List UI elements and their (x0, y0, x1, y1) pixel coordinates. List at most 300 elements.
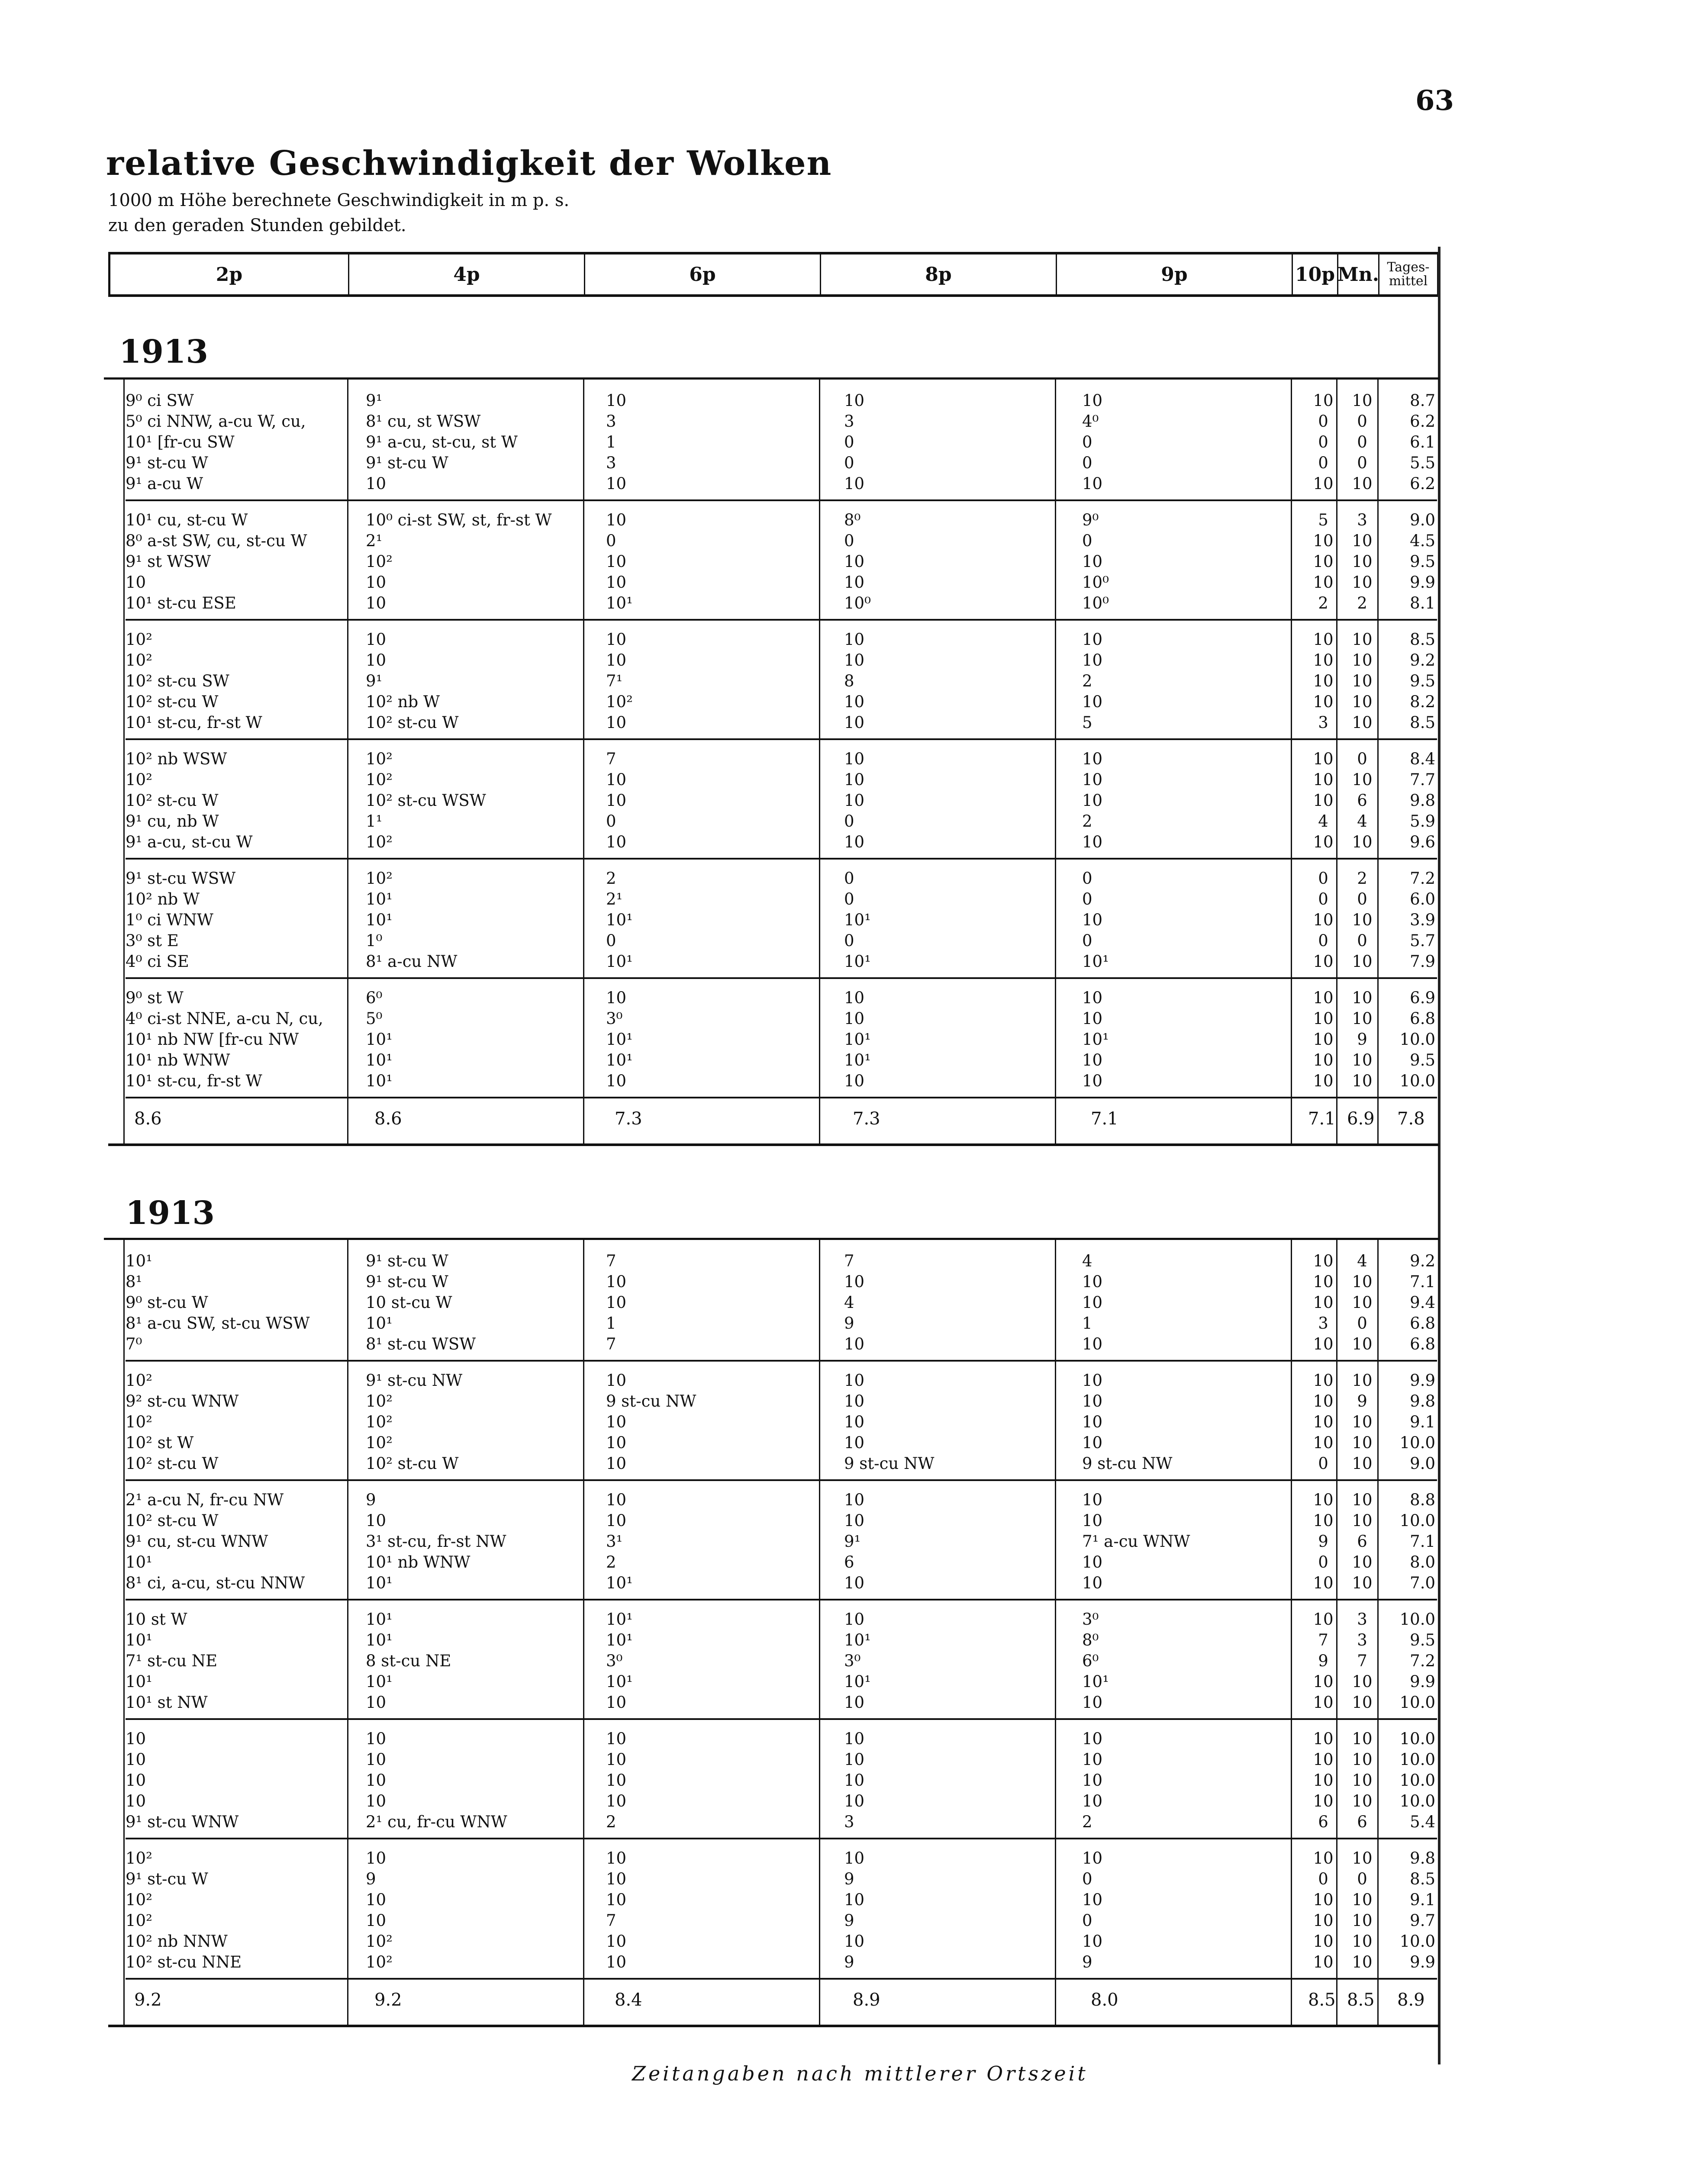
header-col-4p: 4p (349, 254, 585, 294)
cell-c6: 10 (606, 1491, 627, 1509)
cell-ctm: 8.7 (1410, 391, 1435, 410)
block-rule (126, 1838, 1437, 1839)
mean-c10: 7.1 (1308, 1109, 1336, 1129)
cell-c9: 10 (1082, 1890, 1103, 1909)
cell-c10: 3 (1318, 1314, 1328, 1333)
page-title: relative Geschwindigkeit der Wolken (106, 144, 832, 183)
cell-c10: 10 (1313, 1574, 1334, 1592)
cell-c2: 10² (126, 1371, 152, 1390)
cell-c2: 10² st-cu W (126, 1511, 219, 1530)
cell-c9: 0 (1082, 1911, 1092, 1930)
cell-c10: 10 (1313, 1491, 1334, 1509)
cell-c9: 10 (1082, 1051, 1103, 1069)
cell-c8: 10 (844, 1335, 865, 1353)
cell-c4: 10² (366, 750, 393, 768)
cell-c8: 10 (844, 1792, 865, 1810)
cell-c6: 7 (606, 1335, 616, 1353)
cell-c8: 10 (844, 651, 865, 670)
cell-c6: 10 (606, 713, 627, 732)
cell-c6: 10 (606, 1511, 627, 1530)
cell-c6: 10 (606, 1293, 627, 1312)
cell-c6: 2¹ (606, 890, 623, 908)
cell-cmn: 10 (1352, 474, 1373, 493)
cell-c9: 9 st-cu NW (1082, 1454, 1173, 1473)
cell-c9: 5 (1082, 713, 1092, 732)
header-col-6p: 6p (585, 254, 821, 294)
cell-c6: 10¹ (606, 1610, 633, 1629)
cell-c6: 2 (606, 869, 616, 888)
cell-c6: 10¹ (606, 1030, 633, 1049)
cell-c4: 6⁰ (366, 989, 383, 1007)
cell-c2: 10 (126, 1750, 146, 1769)
cell-c10: 0 (1318, 433, 1328, 451)
mean-c10: 8.5 (1308, 1990, 1336, 2010)
cell-ctm: 6.9 (1410, 989, 1435, 1007)
cell-c4: 10¹ (366, 1672, 393, 1691)
cell-c9: 10 (1082, 692, 1103, 711)
cell-c8: 9 (844, 1953, 854, 1971)
cell-ctm: 9.7 (1410, 1911, 1435, 1930)
header-col-8p: 8p (821, 254, 1057, 294)
mean-ctm: 8.9 (1397, 1990, 1425, 2010)
cell-cmn: 0 (1357, 890, 1367, 908)
cell-c9: 10 (1082, 552, 1103, 571)
cell-ctm: 9.2 (1410, 651, 1435, 670)
header-col-mn: Mn. (1338, 254, 1379, 294)
cell-c10: 0 (1318, 1870, 1328, 1888)
cell-cmn: 10 (1352, 1272, 1373, 1291)
cell-c9: 6⁰ (1082, 1652, 1099, 1670)
block-rule (126, 1599, 1437, 1600)
cell-c4: 9¹ a-cu, st-cu, st W (366, 433, 518, 451)
mean-c8: 8.9 (853, 1990, 880, 2010)
cell-c2: 9⁰ st-cu W (126, 1293, 208, 1312)
cell-cmn: 2 (1357, 869, 1367, 888)
cell-ctm: 10.0 (1399, 1030, 1435, 1049)
cell-c8: 10 (844, 1371, 865, 1390)
cell-cmn: 10 (1352, 770, 1373, 789)
cell-c6: 10 (606, 552, 627, 571)
cell-c9: 0 (1082, 454, 1092, 472)
left-border (123, 377, 125, 1143)
cell-c4: 10 (366, 1693, 387, 1712)
cell-c2: 10 st W (126, 1610, 187, 1629)
cell-cmn: 10 (1352, 531, 1373, 550)
cell-c2: 9¹ cu, st-cu WNW (126, 1532, 268, 1551)
cell-ctm: 9.8 (1410, 791, 1435, 810)
table-section-2 (108, 1238, 1439, 2027)
cell-cmn: 10 (1352, 1890, 1373, 1909)
cell-c10: 10 (1313, 1272, 1334, 1291)
subtitle-hours: zu den geraden Stunden gebildet. (108, 216, 406, 235)
header-col-9p: 9p (1057, 254, 1293, 294)
cell-c9: 10 (1082, 1729, 1103, 1748)
cell-c8: 10¹ (844, 1030, 871, 1049)
cell-c2: 10¹ st-cu ESE (126, 594, 236, 612)
cell-c10: 10 (1313, 1672, 1334, 1691)
cell-c10: 10 (1313, 1911, 1334, 1930)
block-rule (126, 1978, 1437, 1980)
cell-c10: 10 (1313, 573, 1334, 592)
cell-ctm: 8.5 (1410, 1870, 1435, 1888)
cell-c10: 10 (1313, 474, 1334, 493)
cell-cmn: 3 (1357, 1610, 1367, 1629)
cell-c6: 10¹ (606, 1051, 633, 1069)
cell-c10: 10 (1313, 1610, 1334, 1629)
cell-c2: 8¹ a-cu SW, st-cu WSW (126, 1314, 310, 1333)
cell-c8: 9 (844, 1870, 854, 1888)
cell-ctm: 5.4 (1410, 1813, 1435, 1831)
cell-ctm: 10.0 (1399, 1750, 1435, 1769)
cell-c10: 10 (1313, 651, 1334, 670)
cell-c9: 2 (1082, 1813, 1092, 1831)
cell-c4: 10² nb W (366, 692, 440, 711)
cell-c8: 8⁰ (844, 511, 861, 529)
cell-c8: 6 (844, 1553, 854, 1571)
cell-c9: 10 (1082, 1771, 1103, 1790)
cell-c2: 9¹ st-cu WNW (126, 1813, 239, 1831)
cell-c9: 10 (1082, 1750, 1103, 1769)
cell-c9: 0 (1082, 931, 1092, 950)
cell-c8: 0 (844, 531, 854, 550)
cell-ctm: 5.5 (1410, 454, 1435, 472)
cell-c6: 10 (606, 770, 627, 789)
mean-c4: 9.2 (374, 1990, 402, 2010)
cell-c9: 9 (1082, 1953, 1092, 1971)
cell-c6: 10 (606, 1870, 627, 1888)
cell-ctm: 8.2 (1410, 692, 1435, 711)
cell-c2: 10² nb WSW (126, 750, 227, 768)
cell-c4: 10 (366, 1771, 387, 1790)
cell-c4: 10¹ (366, 1610, 393, 1629)
cell-c6: 10 (606, 791, 627, 810)
cell-c8: 0 (844, 454, 854, 472)
cell-c9: 4⁰ (1082, 412, 1099, 431)
cell-c6: 2 (606, 1553, 616, 1571)
cell-c10: 10 (1313, 952, 1334, 971)
cell-c2: 10² st-cu W (126, 1454, 219, 1473)
cell-c8: 10 (844, 1272, 865, 1291)
cell-c9: 10¹ (1082, 1030, 1109, 1049)
cell-c6: 7 (606, 1911, 616, 1930)
cell-c2: 10¹ st-cu, fr-st W (126, 1072, 262, 1090)
cell-cmn: 10 (1352, 1771, 1373, 1790)
cell-c8: 10 (844, 791, 865, 810)
cell-cmn: 10 (1352, 1051, 1373, 1069)
cell-c9: 10 (1082, 1009, 1103, 1028)
cell-cmn: 10 (1352, 552, 1373, 571)
cell-c8: 4 (844, 1293, 854, 1312)
header-col-10p: 10p (1293, 254, 1338, 294)
cell-c2: 10 (126, 1771, 146, 1790)
cell-c4: 10¹ nb WNW (366, 1553, 471, 1571)
cell-ctm: 7.7 (1410, 770, 1435, 789)
cell-c9: 10 (1082, 1511, 1103, 1530)
cell-c10: 10 (1313, 692, 1334, 711)
cell-c4: 9¹ st-cu W (366, 1252, 448, 1270)
cell-c10: 10 (1313, 1413, 1334, 1431)
cell-c2: 10² (126, 770, 152, 789)
cell-c9: 10 (1082, 1392, 1103, 1410)
cell-c8: 0 (844, 433, 854, 451)
cell-c2: 10¹ [fr-cu SW (126, 433, 235, 451)
cell-c9: 8⁰ (1082, 1631, 1099, 1649)
cell-c8: 10 (844, 1932, 865, 1951)
cell-c6: 10 (606, 989, 627, 1007)
cell-c8: 10 (844, 391, 865, 410)
cell-c10: 0 (1318, 1553, 1328, 1571)
cell-c6: 3⁰ (606, 1009, 623, 1028)
cell-ctm: 10.0 (1399, 1433, 1435, 1452)
column-separator (347, 377, 348, 1143)
cell-c8: 9 st-cu NW (844, 1454, 935, 1473)
cell-c6: 10 (606, 1072, 627, 1090)
cell-c10: 10 (1313, 1932, 1334, 1951)
cell-c8: 7 (844, 1252, 854, 1270)
cell-c2: 10¹ st-cu, fr-st W (126, 713, 262, 732)
cell-c9: 2 (1082, 672, 1092, 690)
cell-c10: 10 (1313, 1433, 1334, 1452)
cell-c9: 10⁰ (1082, 573, 1109, 592)
cell-ctm: 10.0 (1399, 1072, 1435, 1090)
cell-c4: 2¹ (366, 531, 383, 550)
cell-c2: 2¹ a-cu N, fr-cu NW (126, 1491, 284, 1509)
cell-c2: 10¹ nb WNW (126, 1051, 230, 1069)
cell-c8: 10¹ (844, 952, 871, 971)
cell-c2: 9¹ st-cu W (126, 1870, 208, 1888)
column-separator (583, 377, 584, 1143)
cell-c6: 10 (606, 391, 627, 410)
cell-c9: 0 (1082, 869, 1092, 888)
cell-c4: 5⁰ (366, 1009, 383, 1028)
cell-c8: 10 (844, 1392, 865, 1410)
cell-c4: 10² (366, 770, 393, 789)
cell-c9: 10¹ (1082, 952, 1109, 971)
cell-c8: 0 (844, 869, 854, 888)
cell-cmn: 10 (1352, 1413, 1373, 1431)
header-col-2p: 2p (110, 254, 349, 294)
cell-c2: 5⁰ ci NNW, a-cu W, cu, (126, 412, 306, 431)
cell-c2: 10² (126, 1849, 152, 1868)
cell-c4: 8¹ st-cu WSW (366, 1335, 476, 1353)
mean-ctm: 7.8 (1397, 1109, 1425, 1129)
cell-c9: 10 (1082, 770, 1103, 789)
cell-c6: 9 st-cu NW (606, 1392, 696, 1410)
cell-ctm: 10.0 (1399, 1932, 1435, 1951)
section-top-rule (104, 377, 1439, 380)
cell-c10: 6 (1318, 1813, 1328, 1831)
header-col-tagesmittel: Tages-mittel (1387, 260, 1430, 289)
cell-c9: 2 (1082, 812, 1092, 831)
cell-c6: 10¹ (606, 952, 633, 971)
cell-c8: 9 (844, 1911, 854, 1930)
cell-c9: 10 (1082, 911, 1103, 929)
cell-c2: 8¹ ci, a-cu, st-cu NNW (126, 1574, 305, 1592)
cell-cmn: 0 (1357, 931, 1367, 950)
cell-c6: 3⁰ (606, 1652, 623, 1670)
section-top-rule (104, 1238, 1439, 1240)
cell-c8: 10¹ (844, 911, 871, 929)
cell-cmn: 10 (1352, 833, 1373, 851)
cell-c4: 3¹ st-cu, fr-st NW (366, 1532, 506, 1551)
cell-cmn: 10 (1352, 630, 1373, 649)
cell-c4: 10² (366, 1413, 393, 1431)
cell-c2: 7¹ st-cu NE (126, 1652, 218, 1670)
cell-ctm: 9.8 (1410, 1392, 1435, 1410)
cell-c8: 10 (844, 573, 865, 592)
cell-c10: 10 (1313, 672, 1334, 690)
cell-cmn: 0 (1357, 750, 1367, 768)
cell-cmn: 10 (1352, 1792, 1373, 1810)
cell-c6: 3¹ (606, 1532, 623, 1551)
cell-cmn: 10 (1352, 1335, 1373, 1353)
column-separator (819, 1238, 820, 2025)
cell-c10: 10 (1313, 989, 1334, 1007)
cell-c2: 9¹ st WSW (126, 552, 211, 571)
cell-c8: 10 (844, 833, 865, 851)
cell-c2: 10² st-cu W (126, 791, 219, 810)
cell-c2: 10² (126, 1413, 152, 1431)
section-bottom-rule (108, 1143, 1439, 1146)
cell-c10: 0 (1318, 412, 1328, 431)
cell-c9: 10 (1082, 1693, 1103, 1712)
cell-c9: 10 (1082, 1293, 1103, 1312)
cell-cmn: 6 (1357, 791, 1367, 810)
cell-c6: 10 (606, 1750, 627, 1769)
cell-c10: 10 (1313, 791, 1334, 810)
block-rule (126, 977, 1437, 979)
cell-c4: 10² st-cu WSW (366, 791, 486, 810)
cell-c8: 3 (844, 412, 854, 431)
cell-cmn: 10 (1352, 1911, 1373, 1930)
cell-c10: 10 (1313, 1293, 1334, 1312)
cell-c8: 10 (844, 1693, 865, 1712)
cell-cmn: 0 (1357, 412, 1367, 431)
cell-c10: 0 (1318, 454, 1328, 472)
column-separator (583, 1238, 584, 2025)
cell-c9: 10 (1082, 1849, 1103, 1868)
cell-c2: 9¹ a-cu, st-cu W (126, 833, 253, 851)
cell-c6: 10 (606, 1413, 627, 1431)
cell-c4: 10 st-cu W (366, 1293, 452, 1312)
cell-c8: 10 (844, 1574, 865, 1592)
cell-ctm: 7.1 (1410, 1272, 1435, 1291)
cell-ctm: 9.1 (1410, 1413, 1435, 1431)
cell-c4: 10¹ (366, 1030, 393, 1049)
cell-c9: 10 (1082, 1335, 1103, 1353)
cell-c4: 10¹ (366, 1574, 393, 1592)
column-separator (1377, 1238, 1379, 2025)
cell-c6: 10¹ (606, 1631, 633, 1649)
cell-c6: 10 (606, 1932, 627, 1951)
cell-c10: 9 (1318, 1652, 1328, 1670)
cell-cmn: 10 (1352, 692, 1373, 711)
cell-c2: 10 (126, 1729, 146, 1748)
table-section-1 (108, 377, 1439, 1146)
column-separator (347, 1238, 348, 2025)
cell-c9: 0 (1082, 890, 1092, 908)
cell-c4: 10¹ (366, 1631, 393, 1649)
cell-c8: 10 (844, 1009, 865, 1028)
cell-c2: 10¹ (126, 1553, 152, 1571)
cell-c10: 10 (1313, 1729, 1334, 1748)
cell-c8: 0 (844, 890, 854, 908)
cell-c2: 10 (126, 573, 146, 592)
cell-c2: 10² (126, 651, 152, 670)
cell-c2: 4⁰ ci SE (126, 952, 189, 971)
cell-cmn: 10 (1352, 1729, 1373, 1748)
cell-c9: 10 (1082, 1574, 1103, 1592)
cell-c8: 9 (844, 1314, 854, 1333)
cell-c2: 10¹ (126, 1252, 152, 1270)
cell-c4: 9¹ (366, 672, 383, 690)
cell-cmn: 10 (1352, 1072, 1373, 1090)
cell-cmn: 9 (1357, 1392, 1367, 1410)
cell-c9: 0 (1082, 433, 1092, 451)
cell-c4: 10 (366, 1750, 387, 1769)
cell-ctm: 10.0 (1399, 1729, 1435, 1748)
cell-c8: 9¹ (844, 1532, 861, 1551)
cell-c6: 10 (606, 1371, 627, 1390)
cell-c4: 10 (366, 594, 387, 612)
cell-c9: 10⁰ (1082, 594, 1109, 612)
cell-c4: 10² (366, 1392, 393, 1410)
cell-c2: 10² nb W (126, 890, 200, 908)
cell-c4: 9 (366, 1491, 376, 1509)
column-separator (1055, 377, 1056, 1143)
cell-c10: 10 (1313, 1849, 1334, 1868)
year-label-2: 1913 (126, 1195, 215, 1232)
cell-c6: 1 (606, 433, 616, 451)
cell-c9: 10 (1082, 989, 1103, 1007)
mean-cmn: 6.9 (1347, 1109, 1375, 1129)
cell-c6: 10 (606, 1729, 627, 1748)
cell-c10: 10 (1313, 552, 1334, 571)
cell-ctm: 7.0 (1410, 1574, 1435, 1592)
cell-c2: 9¹ st-cu W (126, 454, 208, 472)
cell-cmn: 10 (1352, 1293, 1373, 1312)
cell-ctm: 5.7 (1410, 931, 1435, 950)
cell-cmn: 10 (1352, 1454, 1373, 1473)
cell-ctm: 9.5 (1410, 552, 1435, 571)
cell-ctm: 6.2 (1410, 412, 1435, 431)
mean-c2: 8.6 (134, 1109, 162, 1129)
cell-c4: 10 (366, 651, 387, 670)
cell-c4: 10² (366, 833, 393, 851)
cell-c4: 10¹ (366, 911, 393, 929)
cell-c10: 10 (1313, 1371, 1334, 1390)
cell-c10: 10 (1313, 833, 1334, 851)
cell-c6: 3 (606, 454, 616, 472)
cell-c4: 10² (366, 1932, 393, 1951)
cell-c4: 10² (366, 552, 393, 571)
cell-cmn: 4 (1357, 812, 1367, 831)
cell-c10: 5 (1318, 511, 1328, 529)
cell-c8: 10 (844, 1413, 865, 1431)
cell-c2: 10¹ (126, 1631, 152, 1649)
cell-c2: 10¹ (126, 1672, 152, 1691)
cell-c9: 7¹ a-cu WNW (1082, 1532, 1190, 1551)
cell-c9: 10 (1082, 750, 1103, 768)
cell-c10: 10 (1313, 1072, 1334, 1090)
cell-c4: 10² (366, 1953, 393, 1971)
cell-c10: 10 (1313, 391, 1334, 410)
cell-c4: 1⁰ (366, 931, 383, 950)
cell-ctm: 9.2 (1410, 1252, 1435, 1270)
cell-c4: 8¹ cu, st WSW (366, 412, 481, 431)
cell-c2: 10² (126, 1890, 152, 1909)
column-separator (1336, 377, 1337, 1143)
